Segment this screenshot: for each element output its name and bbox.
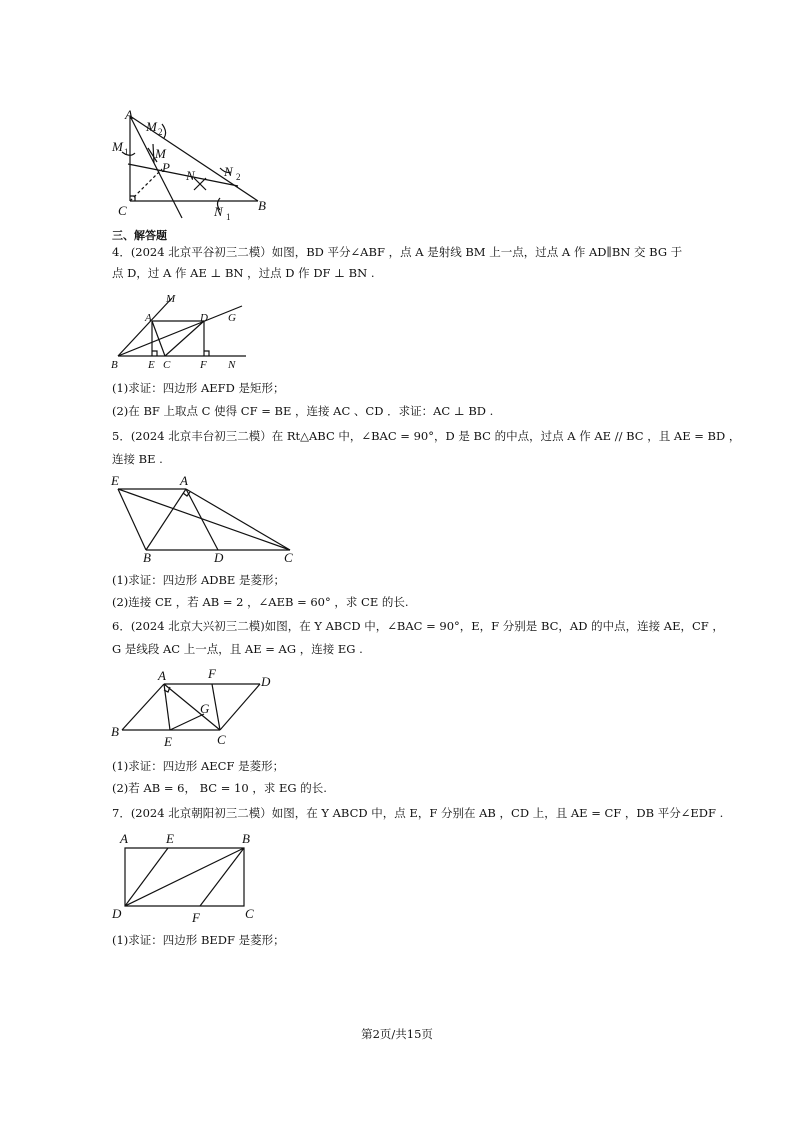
label-N: N [186,168,195,183]
q6-label-B: B [111,724,119,739]
q5-label-C: C [284,550,293,565]
q4-label-G: G [228,312,236,324]
q6-line2: G 是线段 AC 上一点，且 AE = AG ，连接 EG . [112,642,363,656]
figure-q5 [108,472,308,567]
label-N1: N [214,204,223,219]
q5-label-D: D [214,550,224,565]
q6-label-F: F [208,666,216,681]
label-M2-sub: 2 [158,127,163,137]
q5-line1: 5．(2024 北京丰台初三二模）在 Rt△ABC 中，∠BAC = 90°，D 是 BC 的中点，过点 A 作 AE // BC ，且 AE = BD ， [112,429,741,443]
q5-part1: (1)求证：四边形 ADBE 是菱形； [112,573,285,587]
q4-label-M: M [166,293,176,305]
q4-label-C: C [163,359,171,371]
q6-label-D: D [261,674,271,689]
label-N2: N [224,164,233,179]
label-M1-sub: 1 [124,147,129,157]
label-M1: M [112,139,123,154]
q5-label-A: A [180,473,188,488]
q7-label-A: A [120,831,128,846]
q7-label-C: C [245,906,254,921]
q6-part2: (2)若 AB = 6， BC = 10 ，求 EG 的长. [112,781,327,795]
label-C: C [118,203,127,218]
label-M2: M [146,119,157,134]
q4-label-N: N [228,359,236,371]
label-M: M [155,146,166,161]
label-N1-sub: 1 [226,212,231,222]
q4-part1: (1)求证：四边形 AEFD 是矩形； [112,381,285,395]
page-footer: 第2页/共15页 [361,1027,433,1041]
figure-q7 [108,828,273,928]
q5-label-E: E [111,473,119,488]
q5-line2: 连接 BE . [112,452,163,466]
label-B: B [258,198,266,213]
q7-label-E: E [166,831,174,846]
q6-label-E: E [164,734,172,749]
section-title: 三、解答题 [112,229,167,242]
q6-line1: 6．(2024 北京大兴初三二模)如图，在 Y ABCD 中，∠BAC = 90°，E，F 分别是 BC，AD 的中点，连接 AE，CF ， [112,619,724,633]
q4-label-B: B [111,359,118,371]
q4-label-D: D [200,312,208,324]
q6-label-A: A [158,668,166,683]
figure-q4 [108,288,258,378]
q6-label-C: C [217,732,226,747]
q7-part1: (1)求证：四边形 BEDF 是菱形； [112,933,285,947]
label-P: P [162,160,170,175]
q4-line1: 4．(2024 北京平谷初三二模）如图，BD 平分∠ABF ，点 A 是射线 BM 上一点，过点 A 作 AD∥BN 交 BG 于 [112,245,683,259]
q7-label-F: F [192,910,200,925]
figure-angle-bisector-construction [108,106,278,226]
q4-line2: 点 D，过 A 作 AE ⊥ BN ，过点 D 作 DF ⊥ BN . [112,266,375,280]
q5-label-B: B [143,550,151,565]
q6-label-G: G [200,701,210,716]
q7-line1: 7．(2024 北京朝阳初三二模）如图，在 Y ABCD 中，点 E，F 分别在 AB ，CD 上，且 AE = CF ，DB 平分∠EDF . [112,806,724,820]
label-A: A [125,107,133,122]
q4-label-F: F [200,359,207,371]
q5-part2: (2)连接 CE ，若 AB = 2 ，∠AEB = 60° ，求 CE 的长. [112,595,409,609]
q4-part2: (2)在 BF 上取点 C 使得 CF = BE ，连接 AC 、CD ．求证：AC ⊥ BD . [112,404,494,418]
figure-q6 [108,664,283,754]
q4-label-E: E [148,359,155,371]
label-N2-sub: 2 [236,172,241,182]
q7-label-B: B [242,831,250,846]
q7-label-D: D [112,906,122,921]
q4-label-A: A [145,312,152,324]
q6-part1: (1)求证：四边形 AECF 是菱形； [112,759,285,773]
